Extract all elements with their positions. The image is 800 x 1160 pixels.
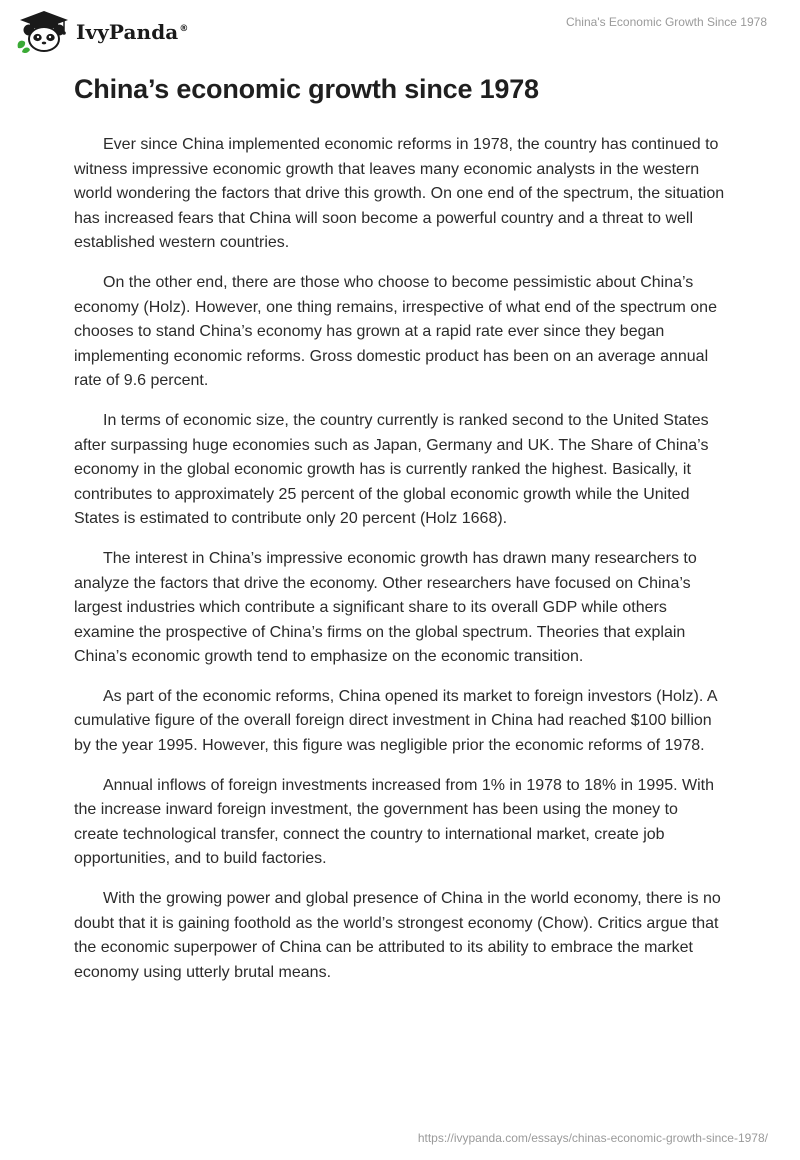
source-url-link[interactable]: https://ivypanda.com/essays/chinas-economic-growth-since-1978/	[417, 1131, 768, 1145]
paragraph: Ever since China implemented economic reforms in 1978, the country has continued to witness impressive economic growth that leaves many economic analysts in the western world wondering the factors that drive this growth. On one end of the spectrum, the situation has increased fears that China will soon become a powerful country and a threat to well established western countries.	[74, 136, 725, 252]
paragraph: In terms of economic size, the country currently is ranked second to the United States after surpassing huge economies such as Japan, Germany and UK. The Share of China’s economy in the global economic growth has is currently ranked the highest. Basically, it contributes to approximately 25 percent of the global economic growth while the United States is estimated to contribute only 20 percent (Holz 1668).	[74, 411, 709, 528]
paragraph: On the other end, there are those who choose to become pessimistic about China’s economy (Holz). However, one thing remains, irrespective of what end of the spectrum one chooses to stand China’s economy has grown at a rapid rate ever since they began implementing economic reforms. Gross domestic product has been on an average annual rate of 9.6 percent.	[74, 273, 717, 390]
paragraph: With the growing power and global presence of China in the world economy, there is no doubt that it is gaining foothold as the world’s strongest economy (Chow). Critics argue that the economic superpower of China can be attributed to its ability to embrace the market economy using utterly brutal means.	[74, 890, 721, 981]
document-title: China’s economic growth since 1978	[74, 74, 539, 104]
paragraph: Annual inflows of foreign investments increased from 1% in 1978 to 18% in 1995. With the increase inward foreign investment, the government has been using the money to create technological transfer, connect the country to international market, create job opportunities, and to build factories.	[74, 776, 714, 868]
brand-text: IvyPanda	[76, 20, 179, 44]
page-header	[0, 0, 800, 60]
document-body	[74, 133, 726, 1000]
paragraph: The interest in China’s impressive economic growth has drawn many researchers to analyze the factors that drive the economy. Other researchers have focused on China’s largest industries which contribute a significant share to its overall GDP while others examine the prospective of China’s firms on the global spectrum. Theories that explain China’s economic growth tend to emphasize on the economic transition.	[74, 549, 697, 666]
paragraph: As part of the economic reforms, China opened its market to foreign investors (Holz). A cumulative figure of the overall foreign direct investment in China had reached $100 billion by the year 1995. However, this figure was negligible prior the economic reforms of 1978.	[74, 687, 717, 755]
registered-mark: ®	[179, 24, 189, 35]
ivypanda-logo[interactable]	[14, 8, 188, 54]
panda-graduation-cap-icon	[14, 8, 74, 54]
running-header-title: China's Economic Growth Since 1978	[565, 15, 767, 29]
brand-name	[76, 20, 188, 44]
